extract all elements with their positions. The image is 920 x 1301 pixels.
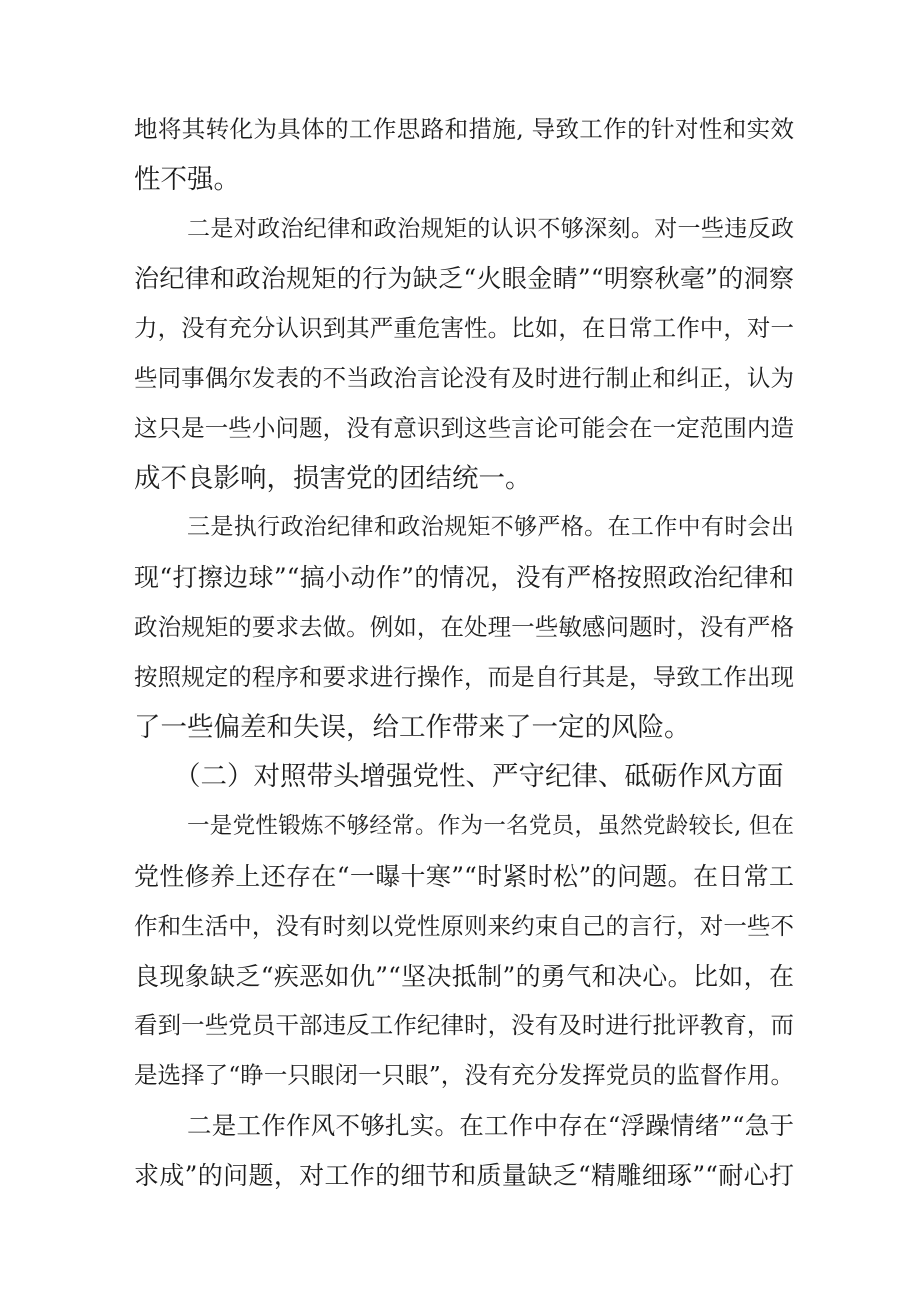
paragraph-line: 地将其转化为具体的工作思路和措施, 导致工作的针对性和实效 [134,115,794,143]
paragraph-line: 三是执行政治纪律和政治规矩不够严格。在工作中有时会出 [187,514,794,541]
paragraph-line: 按照规定的程序和要求进行操作，而是自行其是，导致工作出现 [134,662,794,691]
paragraph-line: 成不良影响，损害党的团结统一。 [134,462,532,494]
paragraph-line: 治纪律和政治规矩的行为缺乏“火眼金睛”“明察秋毫”的洞察 [134,264,794,294]
paragraph-line: 看到一些党员干部违反工作纪律时，没有及时进行批评教育，而 [134,1011,794,1040]
paragraph-line: 是选择了“睁一只眼闭一只眼”，没有充分发挥党员的监督作用。 [134,1061,794,1090]
paragraph-line: 些同事偶尔发表的不当政治言论没有及时进行制止和纠正，认为 [134,363,794,392]
paragraph-line: 作和生活中，没有时刻以党性原则来约束自己的言行，对一些不 [134,911,794,940]
section-heading: （二）对照带头增强党性、严守纪律、砥砺作风方面 [174,761,784,793]
paragraph-line: 了一些偏差和失误，给工作带来了一定的风险。 [134,711,691,743]
paragraph-line: 力，没有充分认识到其严重危害性。比如，在日常工作中，对一 [134,314,794,343]
paragraph-line: 求成”的问题，对工作的细节和质量缺乏“精雕细琢”“耐心打 [134,1160,794,1190]
paragraph-line: 政治规矩的要求去做。例如，在处理一些敏感问题时，没有严格 [134,612,794,641]
paragraph-line: 现“打擦边球”“搞小动作”的情况，没有严格按照政治纪律和 [134,563,794,593]
paragraph-line: 这只是一些小问题，没有意识到这些言论可能会在一定范围内造 [134,413,794,442]
paragraph-line: 良现象缺乏“疾恶如仇”“坚决抵制”的勇气和决心。比如，在 [134,961,794,991]
paragraph-line: 二是对政治纪律和政治规矩的认识不够深刻。对一些违反政 [187,215,794,242]
document-body [134,105,794,1201]
paragraph-line: 二是工作作风不够扎实。在工作中存在“浮躁情绪”“急于 [187,1110,794,1140]
paragraph-line: 党性修养上还存在“一曝十寒”“时紧时松”的问题。在日常工 [134,861,794,891]
paragraph-line: 性不强。 [134,163,240,195]
paragraph-line: 一是党性锻炼不够经常。作为一名党员，虽然党龄较长, 但在 [187,813,794,840]
